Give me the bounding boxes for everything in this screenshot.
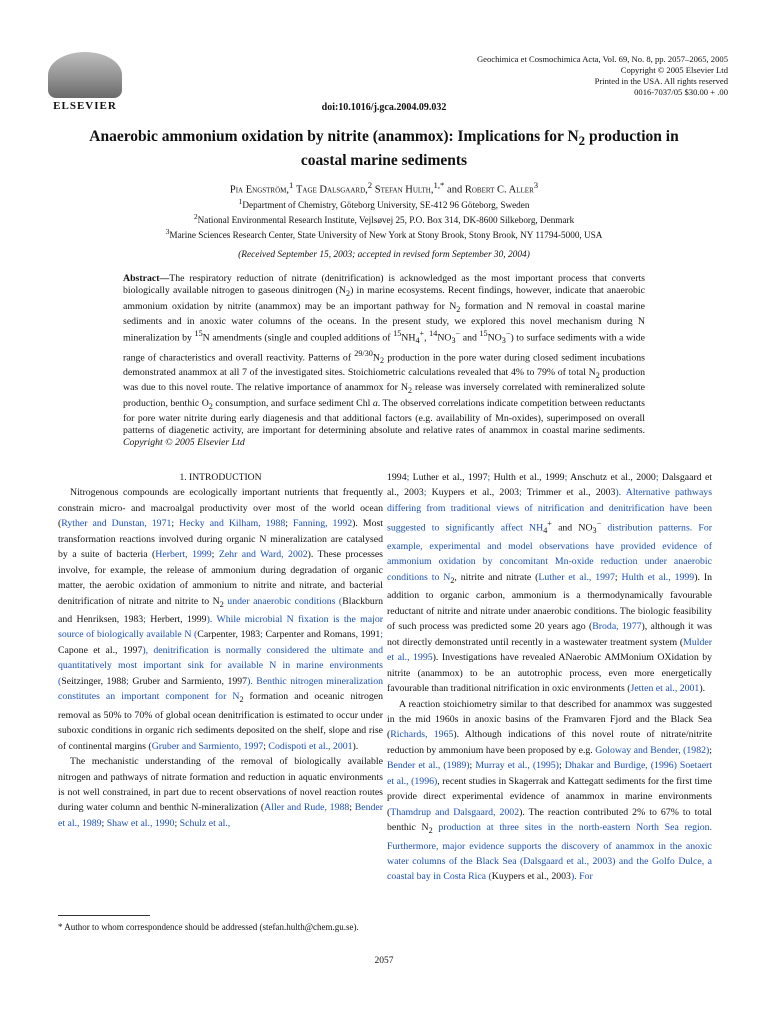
- aff2-sup: 2: [193, 212, 198, 222]
- body-text: Nitrogenous compounds are ecologically important nutrients that frequently constrain micro- and macroalgal productivity over most of the world ocean (: [58, 487, 383, 530]
- citation-link[interactable]: ). Alternative pathways differing from traditional views of nitrification and denitrification have been suggested to significantly affect NH: [387, 487, 713, 534]
- body-text: Trimmer et al., 2003: [526, 487, 616, 499]
- body-text: ).: [352, 740, 359, 752]
- body-text: 1994: [387, 472, 407, 483]
- citation-link[interactable]: Bender et al., 1989: [58, 802, 383, 829]
- abstract-text: ,: [424, 332, 430, 344]
- journal-copyright: Copyright © 2005 Elsevier Ltd: [620, 65, 728, 75]
- citation-link[interactable]: Richards, 1965: [390, 729, 454, 741]
- abstract: [123, 273, 645, 450]
- citation-link[interactable]: ). While microbial N fixation is the major source of biologically available N (: [58, 614, 384, 641]
- subscript: 2: [428, 826, 433, 836]
- sup: −: [455, 329, 461, 339]
- paragraph-2: [58, 754, 383, 831]
- sub: 2: [208, 401, 213, 411]
- abstract-label: Abstract: [123, 273, 160, 284]
- body-text: ;: [211, 549, 219, 561]
- citation-link[interactable]: ;: [126, 675, 133, 687]
- citation-link[interactable]: Luther et al., 1997: [538, 571, 615, 583]
- author-3-sup: 1,*: [433, 180, 445, 190]
- subscript: 2: [450, 575, 455, 585]
- body-text: Luther et al., 1997: [412, 472, 488, 483]
- body-text: ;: [285, 518, 293, 530]
- sup: 14: [429, 329, 438, 339]
- sub: 2: [379, 355, 385, 365]
- body-text: , nitrite and nitrate (: [454, 571, 539, 583]
- body-text: ). In addition to organic carbon, ammonium is a thermodynamically favourable reductant of nitrite and nitrate under anaerobic conditions. The biologic feasibility of such process was predicted some 20 years ago (: [387, 571, 712, 633]
- body-text: , recent studies in Skagerrak and Kattegatt sediments for the first time provide direct experimental evidence of anammox in marine environments (: [387, 775, 712, 818]
- abstract-text: production was due to this novel route. The relative importance of anammox for N: [123, 367, 645, 394]
- sup: 29/30: [354, 348, 373, 358]
- page-number: 2057: [374, 956, 394, 966]
- abstract-text: N: [372, 351, 380, 363]
- citation-link[interactable]: Mulder et al., 1995: [387, 636, 712, 664]
- aff3-text: Marine Sciences Research Center, State University of New York at Stony Brook, Stony Brook, NY 11794-5000, USA: [169, 230, 603, 241]
- sub: 2: [595, 371, 600, 381]
- aff3-sup: 3: [165, 227, 170, 237]
- author-3: Stefan Hulth,: [374, 184, 434, 196]
- journal-issn: 0016-7037/05 $30.00 + .00: [634, 87, 728, 97]
- paragraph-1: [58, 485, 383, 754]
- citation-link[interactable]: Thamdrup and Dalsgaard, 2002: [390, 806, 520, 818]
- superscript: −: [596, 519, 602, 529]
- sub: 3: [501, 336, 506, 346]
- body-text: ;: [709, 744, 713, 756]
- citation-link[interactable]: ;: [380, 629, 384, 641]
- abstract-dash: —: [159, 273, 170, 284]
- body-text: Gruber and Sarmiento, 1997: [132, 675, 248, 687]
- subscript: 4: [543, 526, 548, 536]
- abstract-text: NO: [437, 332, 452, 344]
- citation-link[interactable]: Broda, 1977: [592, 621, 642, 633]
- citation-link[interactable]: Goloway and Bender, (1982): [595, 744, 710, 756]
- body-text: ). Investigations have revealed ANaerobic AMMonium OXidation by nitrite (anammox) to be an autotrophic process, even more energetically favourable than traditional nitrification in oxic environments (: [387, 652, 713, 695]
- abstract-text: ) to surface sediments with a wide range of characteristics and overall reactivity. Patterns of: [123, 332, 645, 363]
- sub: 2: [407, 386, 413, 396]
- abstract-text: . The observed correlations indicate competition between reductants for pore water nitrite during early diagenesis and that additional factors (e.g. availability of Mn-oxides), superimposed on overall patterns of diagenetic activity, are important for determining absolute and relative rates of anammox in coastal marine sediments.: [123, 397, 645, 437]
- author-2: Tage Dalsgaard,: [296, 184, 368, 196]
- citation-link[interactable]: ). Benthic nitrogen mineralization constitutes an important component for N: [58, 675, 383, 703]
- citation-link[interactable]: Herbert, 1999: [155, 549, 212, 561]
- abstract-text: and: [460, 332, 480, 344]
- body-text: ;: [558, 760, 565, 772]
- abstract-text: production in the pore water during closed sediment incubations demonstrated anammox at all 7 of the investigated sites. Stoichiometric calculations revealed that 4% to 79% of total N: [123, 351, 645, 379]
- citation-link[interactable]: ;: [487, 472, 494, 483]
- citation-link[interactable]: Hecky and Kilham, 1988: [179, 518, 286, 530]
- body-text: Anschutz et al., 2000: [570, 472, 656, 483]
- citation-link[interactable]: ;: [143, 614, 151, 626]
- sub: 2: [456, 304, 461, 314]
- body-text: ;: [263, 740, 269, 752]
- journal-citation: Geochimica et Cosmochimica Acta, Vol. 69, No. 8, pp. 2057–2065, 2005: [476, 54, 728, 64]
- sub: 2: [346, 289, 351, 299]
- subscript: 2: [239, 695, 244, 705]
- abstract-text: consumption, and surface sediment Chl: [212, 397, 373, 409]
- subscript: 3: [592, 526, 597, 536]
- body-text: ).: [699, 683, 706, 695]
- aff2-text: National Environmental Research Institute, Vejlsøvej 25, P.O. Box 314, DK-8600 Silkeborg, Denmark: [197, 215, 575, 226]
- journal-info: [368, 54, 728, 98]
- author-2-sup: 2: [367, 180, 373, 190]
- body-text: Capone et al., 1997: [58, 644, 143, 656]
- abstract-text: formation and N removal in coastal marine sediments and in anoxic water columns of the oceans. In the present study, we explored this novel mechanism during N mineralization by: [123, 300, 645, 344]
- author-1-sup: 1: [289, 180, 294, 190]
- abstract-copyright: Copyright © 2005 Elsevier Ltd: [123, 437, 245, 449]
- abstract-text: N amendments (single and coupled additions of: [202, 332, 394, 344]
- correspondence-footnote: * Author to whom correspondence should be addressed (stefan.hulth@chem.gu.se).: [58, 922, 359, 932]
- section-heading: 1. INTRODUCTION: [179, 472, 262, 483]
- subscript: 2: [219, 599, 224, 609]
- body-text: ). The reaction contributed 2% to 67% to total benthic N: [387, 806, 712, 834]
- citation-link[interactable]: ;: [655, 472, 662, 483]
- citation-link[interactable]: ;: [406, 472, 413, 483]
- body-text: ;: [174, 817, 180, 829]
- sup: 15: [194, 329, 203, 339]
- abstract-text: NO: [487, 332, 502, 344]
- paragraph-4: [387, 697, 712, 885]
- abstract-italic: a: [372, 397, 378, 409]
- body-text: ), although it was not directly demonstrated until recently in a wastewater treatment system (: [387, 621, 713, 648]
- body-text: ;: [349, 802, 355, 814]
- affiliation-1: [0, 196, 768, 211]
- journal-printed: Printed in the USA. All rights reserved: [594, 76, 728, 86]
- body-text: ;: [614, 571, 622, 583]
- title-text: Anaerobic ammonium oxidation by nitrite (anammox): Implications for N: [89, 128, 579, 145]
- author-1: Pia Engström,: [229, 184, 289, 196]
- author-4-sup: 3: [533, 180, 539, 190]
- citation-link[interactable]: Schulz et al.,: [179, 817, 231, 829]
- citation-link[interactable]: Hulth et al., 1999: [621, 571, 695, 583]
- author-4: Robert C. Aller: [464, 184, 534, 196]
- citation-link[interactable]: distribution patterns. For example, experimental and model observations have provided evidence of ammonium oxidation by concomitant Mn-oxide reduction under anaerobic conditions to N: [387, 522, 713, 583]
- article-title: [70, 127, 698, 171]
- body-text: Seitzinger, 1988: [61, 675, 127, 687]
- aff1-text: Department of Chemistry, Göteborg University, SE-412 96 Göteborg, Sweden: [242, 200, 530, 211]
- citation-link[interactable]: Bender et al., (1989): [387, 760, 470, 772]
- body-text: ;: [469, 760, 476, 772]
- body-text: Blackburn and Henriksen, 1983: [58, 595, 383, 626]
- tree-logo-icon: [48, 52, 122, 98]
- body-text: ). These processes involve, for example, the release of ammonium during degradation of organic matter, the aerobic oxidation of ammonium to nitrite and nitrate, and bacterial denitrification of nitrate and nitrite to N: [58, 549, 383, 607]
- body-text: ;: [171, 518, 180, 530]
- abstract-text: ) in marine ecosystems. Recent findings, however, indicate that anaerobic ammonium oxidation by nitrite (anammox) may be an important pathway for N: [123, 285, 646, 312]
- citation-link[interactable]: Codispoti et al., 2001: [268, 740, 353, 752]
- author-and: and: [447, 184, 463, 196]
- received-dates: (Received September 15, 2003; accepted in revised form September 30, 2004): [238, 250, 530, 260]
- body-text: Kuypers et al., 2003: [491, 871, 571, 883]
- citation-link[interactable]: ;: [519, 487, 527, 499]
- citation-link[interactable]: under anaerobic conditions (: [223, 595, 343, 607]
- body-text: Herbert, 1999: [150, 614, 207, 626]
- body-text: Carpenter and Romans, 1991: [265, 629, 381, 641]
- affiliation-2: [0, 211, 768, 226]
- citation-link[interactable]: Zehr and Ward, 2002: [218, 549, 308, 561]
- body-text: ). Most transformation reactions involved during organic N mineralization are catalysed by a suite of bacteria (: [58, 518, 384, 561]
- doi[interactable]: doi:10.1016/j.gca.2004.09.032: [321, 102, 447, 113]
- author-list: [0, 180, 768, 196]
- publisher-name: ELSEVIER: [53, 100, 117, 112]
- sup: 15: [393, 329, 402, 339]
- citation-link[interactable]: Fanning, 1992: [293, 518, 353, 530]
- body-text: Carpenter, 1983: [197, 629, 261, 641]
- citation-link[interactable]: Shaw et al., 1990: [106, 817, 175, 829]
- sup: −: [505, 329, 511, 339]
- footnote-rule: [58, 915, 150, 916]
- aff1-sup: 1: [238, 197, 243, 206]
- body-text: Kuypers et al., 2003: [431, 487, 520, 499]
- body-text: and NO: [551, 522, 593, 534]
- abstract-text: The respiratory reduction of nitrate (denitrification) is acknowledged as the most important process that converts biologically available nitrogen to gaseous dinitrogen (N: [123, 273, 645, 297]
- citation-link[interactable]: Ryther and Dunstan, 1971: [61, 518, 172, 530]
- body-text: formation and oceanic nitrogen removal as 50% to 70% of global ocean denitrification is estimated to occur under suboxic conditions in organic rich sediments deposited on the shelf, slope and rise of continental margins (: [58, 691, 383, 752]
- body-column-right: [387, 470, 712, 885]
- abstract-text: release was inversely correlated with remineralized solute production, benthic O: [123, 382, 645, 409]
- title-subscript: 2: [578, 133, 586, 149]
- sup: 15: [479, 329, 488, 339]
- abstract-text: NH: [401, 332, 416, 344]
- citation-link[interactable]: Jetten et al., 2001: [630, 683, 700, 695]
- body-text: A reaction stoichiometry similar to that described for anammox was suggested in the mid 1960s in anoxic basins of the Framvaren Fjord and the Black Sea (: [387, 698, 712, 741]
- citation-link[interactable]: Aller and Rude, 1988: [264, 802, 350, 814]
- body-text: The mechanistic understanding of the removal of biologically available nitrogen and pathways of nitrate formation and reduction in aquatic environments is not well constrained, in part due to recent observations of novel reaction routes during water column and benthic N-mineralization (: [58, 756, 383, 814]
- body-text: ;: [101, 817, 107, 829]
- body-column-left: [58, 470, 383, 831]
- citation-link[interactable]: ), denitrification is normally considered the ultimate and quantitatively most important sink for available N in marine environments (: [58, 644, 383, 687]
- body-text: ). Although indications of this novel route of nitrate/nitrite reduction by ammonium have been proposed by e.g.: [387, 729, 712, 756]
- superscript: +: [547, 519, 552, 529]
- body-text: Dalsgaard et al., 2003: [387, 472, 713, 499]
- citation-link[interactable]: Dhakar and Burdige, (1996) Soetaert et al., (1996): [387, 760, 713, 787]
- sub: 3: [451, 336, 456, 346]
- title-text-end: production in coastal marine sediments: [300, 128, 679, 170]
- citation-link[interactable]: Murray et al., (1995): [475, 760, 559, 772]
- body-text: Hulth et al., 1999: [493, 472, 565, 483]
- citation-link[interactable]: ;: [260, 629, 266, 641]
- citation-link[interactable]: ;: [564, 472, 571, 483]
- citation-link[interactable]: ;: [423, 487, 432, 499]
- paragraph-3: [387, 470, 712, 697]
- affiliations: [0, 196, 768, 241]
- sub: 4: [415, 336, 420, 346]
- sup: +: [419, 329, 425, 339]
- citation-link[interactable]: production at three sites in the north-eastern North Sea region. Furthermore, major evidence supports the discovery of anammox in the anoxic water columns of the Black Sea (Dalsgaard et al., 2003) and the Golfo Dulce, a coastal bay in Costa Rica (: [387, 822, 712, 883]
- affiliation-3: [0, 226, 768, 241]
- citation-link[interactable]: Gruber and Sarmiento, 1997: [151, 740, 264, 752]
- citation-link[interactable]: ). For: [570, 871, 593, 883]
